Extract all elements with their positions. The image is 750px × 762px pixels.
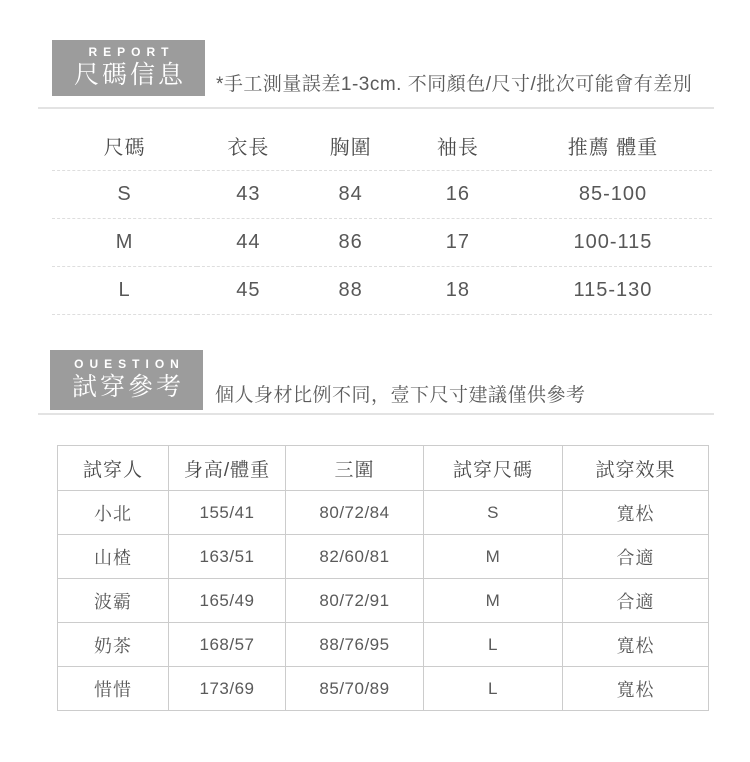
try-on-note: 個人身材比例不同，壹下尺寸建議僅供參考 [215,385,586,406]
fit-cell-size: M [424,579,563,623]
size-cell: 86 [299,219,401,267]
try-on-badge [50,350,203,410]
fit-cell-measurements: 80/72/84 [286,491,424,535]
size-cell: 84 [299,171,401,219]
size-chart-table [52,120,712,315]
try-on-table [57,445,709,711]
fit-cell-size: L [424,667,563,711]
fit-cell-height-weight: 163/51 [169,535,286,579]
fit-cell-height-weight: 155/41 [169,491,286,535]
size-cell: 44 [197,219,299,267]
size-cell: 115-130 [514,267,712,315]
size-col-weight: 推薦 體重 [514,120,712,171]
size-info-badge [52,40,205,96]
size-cell: L [52,267,197,315]
size-cell: 43 [197,171,299,219]
try-on-header-row [58,446,709,491]
try-on-row [58,491,709,535]
size-cell: S [52,171,197,219]
size-col-bust: 胸圍 [299,120,401,171]
fit-cell-person: 山楂 [58,535,169,579]
fit-col-person: 試穿人 [58,446,169,491]
try-on-badge-eyebrow: OUESTION [74,357,185,372]
size-table-row [52,267,712,315]
fit-cell-height-weight: 165/49 [169,579,286,623]
fit-cell-size: M [424,535,563,579]
fit-cell-effect: 合適 [563,535,709,579]
size-measure-note: *手工測量誤差1-3cm. 不同顏色/尺寸/批次可能會有差別 [216,74,693,95]
try-on-section-divider [38,413,714,415]
size-cell: 85-100 [514,171,712,219]
fit-cell-person: 惜惜 [58,667,169,711]
fit-cell-measurements: 88/76/95 [286,623,424,667]
size-section-divider [38,107,714,109]
size-cell: 100-115 [514,219,712,267]
fit-col-size: 試穿尺碼 [424,446,563,491]
try-on-row [58,623,709,667]
size-cell: 88 [299,267,401,315]
size-cell: 18 [402,267,514,315]
fit-cell-effect: 寬松 [563,667,709,711]
fit-col-measurements: 三圍 [286,446,424,491]
fit-cell-person: 奶茶 [58,623,169,667]
fit-col-effect: 試穿效果 [563,446,709,491]
fit-cell-height-weight: 173/69 [169,667,286,711]
size-cell: 45 [197,267,299,315]
try-on-row [58,535,709,579]
try-on-row [58,667,709,711]
size-cell: 17 [402,219,514,267]
size-info-badge-eyebrow: REPORT [88,45,175,60]
size-table-row [52,171,712,219]
fit-cell-size: S [424,491,563,535]
fit-cell-measurements: 80/72/91 [286,579,424,623]
try-on-badge-title: 試穿參考 [71,372,184,401]
try-on-row [58,579,709,623]
size-cell: M [52,219,197,267]
fit-cell-measurements: 85/70/89 [286,667,424,711]
fit-cell-height-weight: 168/57 [169,623,286,667]
fit-cell-effect: 寬松 [563,491,709,535]
size-table-header-row [52,120,712,171]
fit-cell-measurements: 82/60/81 [286,535,424,579]
size-table-row [52,219,712,267]
size-col-sleeve: 袖長 [402,120,514,171]
fit-col-height-weight: 身高/體重 [169,446,286,491]
fit-cell-effect: 合適 [563,579,709,623]
fit-cell-effect: 寬松 [563,623,709,667]
size-col-length: 衣長 [197,120,299,171]
fit-cell-person: 波霸 [58,579,169,623]
size-info-badge-title: 尺碼信息 [73,60,186,89]
fit-cell-person: 小北 [58,491,169,535]
size-col-size: 尺碼 [52,120,197,171]
fit-cell-size: L [424,623,563,667]
size-cell: 16 [402,171,514,219]
